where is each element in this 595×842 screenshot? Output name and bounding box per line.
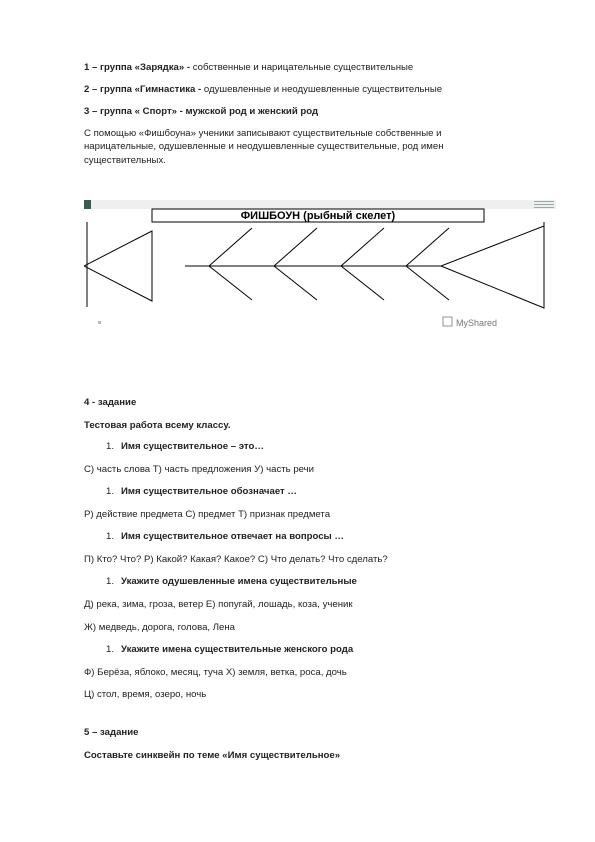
fish-tail [84,231,152,301]
list-number: 1. [106,531,115,542]
task5-text: Составьте синквейн по теме «Имя существительное» [84,750,341,761]
list-number: 1. [106,441,115,452]
question-text: Укажите одушевленные имена существительные [121,576,357,587]
answer-line: Д) река, зима, гроза, ветер Е) попугай, лошадь, коза, ученик [84,599,353,610]
answer-line: Ж) медведь, дорога, голова, Лена [84,622,236,633]
task4-subheading: Тестовая работа всему классу. [84,420,231,431]
watermark [443,317,497,328]
fishbone-diagram [84,197,556,335]
group-description: собственные и нарицательные существительные [190,62,414,73]
answer-line: П) Кто? Что? Р) Какой? Какая? Какое? С) Что делать? Что сделать? [84,554,388,565]
header-bar [84,200,556,209]
bone-upper-3 [341,228,384,266]
watermark-logo-icon [443,317,452,326]
question-5 [106,644,353,656]
group-line-1 [84,62,413,74]
bone-upper-1 [209,228,252,266]
corner-mark [98,321,101,324]
bone-lower-2 [274,266,317,300]
question-4 [106,576,357,588]
bone-lower-4 [406,266,449,300]
bone-lower-3 [341,266,384,300]
question-3 [106,531,344,543]
bone-upper-2 [274,228,317,266]
group-label: 3 – группа « Спорт» - мужской род и женский род [84,106,319,117]
answer-line: Р) действие предмета С) предмет Т) признак предмета [84,509,331,520]
bone-upper-4 [406,228,449,266]
question-text: Имя существительное – это… [121,441,264,452]
fish-head [441,226,544,308]
group-line-2 [84,84,442,96]
list-number: 1. [106,486,115,497]
answer-line: Ц) стол, время, озеро, ночь [84,689,207,700]
group-label: 1 – группа «Зарядка» - [84,62,191,73]
group-description: одушевленные и неодушевленные существительные [201,84,443,95]
question-2 [106,486,297,498]
task5-heading: 5 – задание [84,727,139,738]
question-1 [106,441,264,453]
list-number: 1. [106,576,115,587]
answer-line: Ф) Берёза, яблоко, месяц, туча Х) земля, ветка, роса, дочь [84,667,347,678]
watermark-text: MyShared [456,318,498,328]
question-text: Имя существительное отвечает на вопросы … [121,531,345,542]
task4-heading: 4 - задание [84,397,137,408]
figure-title: ФИШБОУН (рыбный скелет) [240,210,396,222]
header-accent [84,200,91,209]
fishbone-figure [84,197,556,335]
fish-bones [209,228,449,300]
group-line-3 [84,106,318,118]
question-text: Укажите имена существительные женского рода [121,644,354,655]
bone-lower-1 [209,266,252,300]
group-label: 2 – группа «Гимнастика - [84,84,202,95]
intro-paragraph: С помощью «Фишбоуна» ученики записывают существительные собственные и нарицательные, одушевленные и неодушевленные существительные, род имен существительных. [84,128,444,166]
answer-line: С) часть слова Т) часть предложения У) часть речи [84,464,315,475]
list-number: 1. [106,644,115,655]
question-text: Имя существительное обозначает … [121,486,297,497]
